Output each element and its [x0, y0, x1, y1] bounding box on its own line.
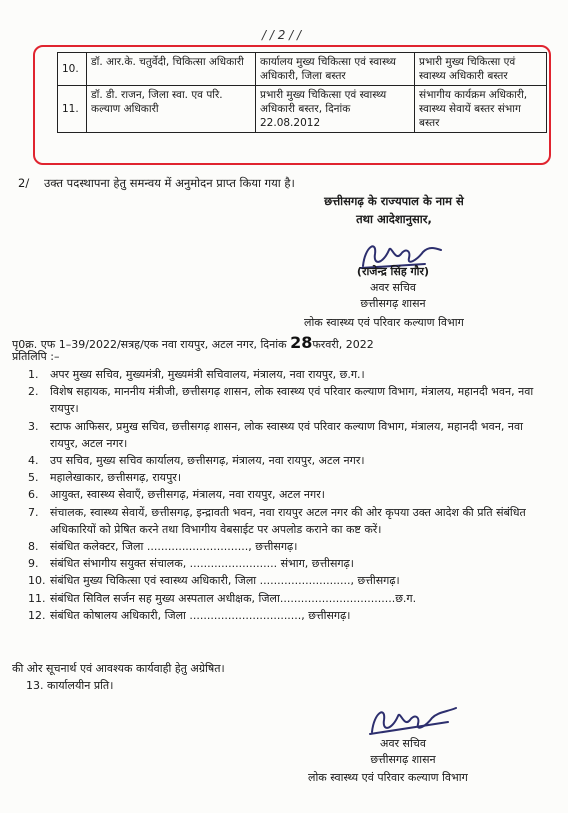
last-list-item: 13. कार्यालयीन प्रति। — [26, 679, 114, 692]
table-row — [58, 86, 547, 133]
signatory2-designation: अवर सचिव — [380, 737, 426, 750]
table-row — [58, 53, 547, 86]
copy-heading: प्रतिलिपि :– — [12, 350, 60, 363]
row-current-post: प्रभारी मुख्य चिकित्सा एवं स्वास्थ्य अधिकारी बस्तर, दिनांक 22.08.2012 — [256, 86, 415, 133]
list-item: 3. स्टाफ आफिसर, प्रमुख सचिव, छत्तीसगढ़ शासन, लोक स्वास्थ्य एवं परिवार कल्याण विभाग, मंत्रालय, महानदी भवन, नवा रायपुर, अटल नगर। — [28, 419, 523, 450]
row-new-post: संभागीय कार्यक्रम अधिकारी, स्वास्थ्य सेवायें बस्तर संभाग बस्तर — [415, 86, 547, 133]
row-new-post: प्रभारी मुख्य चिकित्सा एवं स्वास्थ्य अधिकारी बस्तर — [415, 53, 547, 86]
reference-day: 28 — [290, 333, 313, 352]
signatory2-department: लोक स्वास्थ्य एवं परिवार कल्याण विभाग — [308, 771, 468, 784]
reference-prefix: पृ0क्र. एफ 1–39/2022/सत्रह/एक नवा रायपुर, अटल नगर, दिनांक — [12, 338, 287, 351]
approval-text: उक्त पदस्थापना हेतु समन्वय में अनुमोदन प्राप्त किया गया है। — [44, 176, 295, 190]
signatory-block — [318, 264, 468, 312]
list-item: 6. आयुक्त, स्वास्थ्य सेवाएँ, छत्तीसगढ़, मंत्रालय, नवा रायपुर, अटल नगर। — [28, 488, 325, 502]
reference-suffix: फरवरी, 2022 — [312, 338, 374, 351]
signatory-block-2 — [328, 736, 478, 768]
row-name: डॉ. डी. राजन, जिला स्वा. एव परि. कल्याण अधिकारी — [87, 86, 256, 133]
list-item: 1. अपर मुख्य सचिव, मुख्यमंत्री, मुख्यमंत्री सचिवालय, मंत्रालय, नवा रायपुर, छ.ग.। — [28, 368, 365, 381]
list-item: 2. विशेष सहायक, माननीय मंत्रीजी, छत्तीसगढ़ शासन, लोक स्वास्थ्य एवं परिवार कल्याण विभाग, मंत्रालय, महानदी भवन, नवा रायपुर। — [28, 385, 534, 416]
reference-line — [12, 333, 374, 352]
list-item: 8. संबंधित कलेक्टर, जिला ............................., छत्तीसगढ़। — [28, 540, 298, 554]
row-sn: 11. — [58, 86, 87, 133]
row-sn: 10. — [58, 53, 87, 86]
governor-line-1: छत्तीसगढ़ के राज्यपाल के नाम से — [324, 194, 464, 208]
forward-note: की ओर सूचनार्थ एवं आवश्यक कार्यवाही हेतु अग्रेषित। — [12, 662, 225, 675]
paragraph-number: 2/ — [18, 176, 30, 190]
copy-list — [28, 366, 548, 624]
signatory-govt: छत्तीसगढ़ शासन — [360, 297, 426, 310]
list-item: 9. संबंधित संभागीय सयुक्त संचालक, ......................... संभाग, छत्तीसगढ़। — [28, 557, 354, 571]
list-item: 10. संबंधित मुख्य चिकित्सा एवं स्वास्थ्य अधिकारी, जिला .........................., छत्तीसगढ़। — [28, 574, 400, 588]
list-item: 11. संबंधित सिविल सर्जन सह मुख्य अस्पताल अधीक्षक, जिला.................................छ.ग. — [28, 591, 417, 605]
list-item: 12. संबंधित कोषालय अधिकारी, जिला ................................, छत्तीसगढ़। — [28, 608, 351, 622]
page-number: / / 2 / / — [262, 28, 302, 42]
signatory-name: (राजेन्द्र सिंह गौर) — [356, 265, 430, 278]
governor-order-line — [264, 192, 524, 228]
row-current-post: कार्यालय मुख्य चिकित्सा एवं स्वास्थ्य अधिकारी, जिला बस्तर — [256, 53, 415, 86]
row-name: डॉ. आर.के. चतुर्वेदी, चिकित्सा अधिकारी — [87, 53, 256, 86]
signature-2 — [362, 700, 462, 740]
governor-line-2: तथा आदेशानुसार, — [356, 212, 432, 226]
signatory2-govt: छत्तीसगढ़ शासन — [370, 753, 436, 766]
signatory-department: लोक स्वास्थ्य एवं परिवार कल्याण विभाग — [304, 316, 464, 329]
approval-paragraph — [18, 176, 295, 191]
list-item: 7. संचालक, स्वास्थ्य सेवायें, छत्तीसगढ़, इन्द्रावती भवन, नवा रायपुर अटल नगर की ओर कृपया उक्त आदेश की प्रति संबंधित अधिकारियों को प्रेषित करने तथा विभागीय वेबसाईट पर अपलोड कराने का कष्ट करें। — [28, 505, 526, 536]
list-item: 4. उप सचिव, मुख्य सचिव कार्यालय, छत्तीसगढ़, मंत्रालय, नवा रायपुर, अटल नगर। — [28, 454, 365, 468]
posting-table — [57, 52, 547, 133]
list-item: 5. महालेखाकार, छत्तीसगढ़, रायपुर। — [28, 471, 181, 485]
signatory-designation: अवर सचिव — [370, 281, 416, 294]
